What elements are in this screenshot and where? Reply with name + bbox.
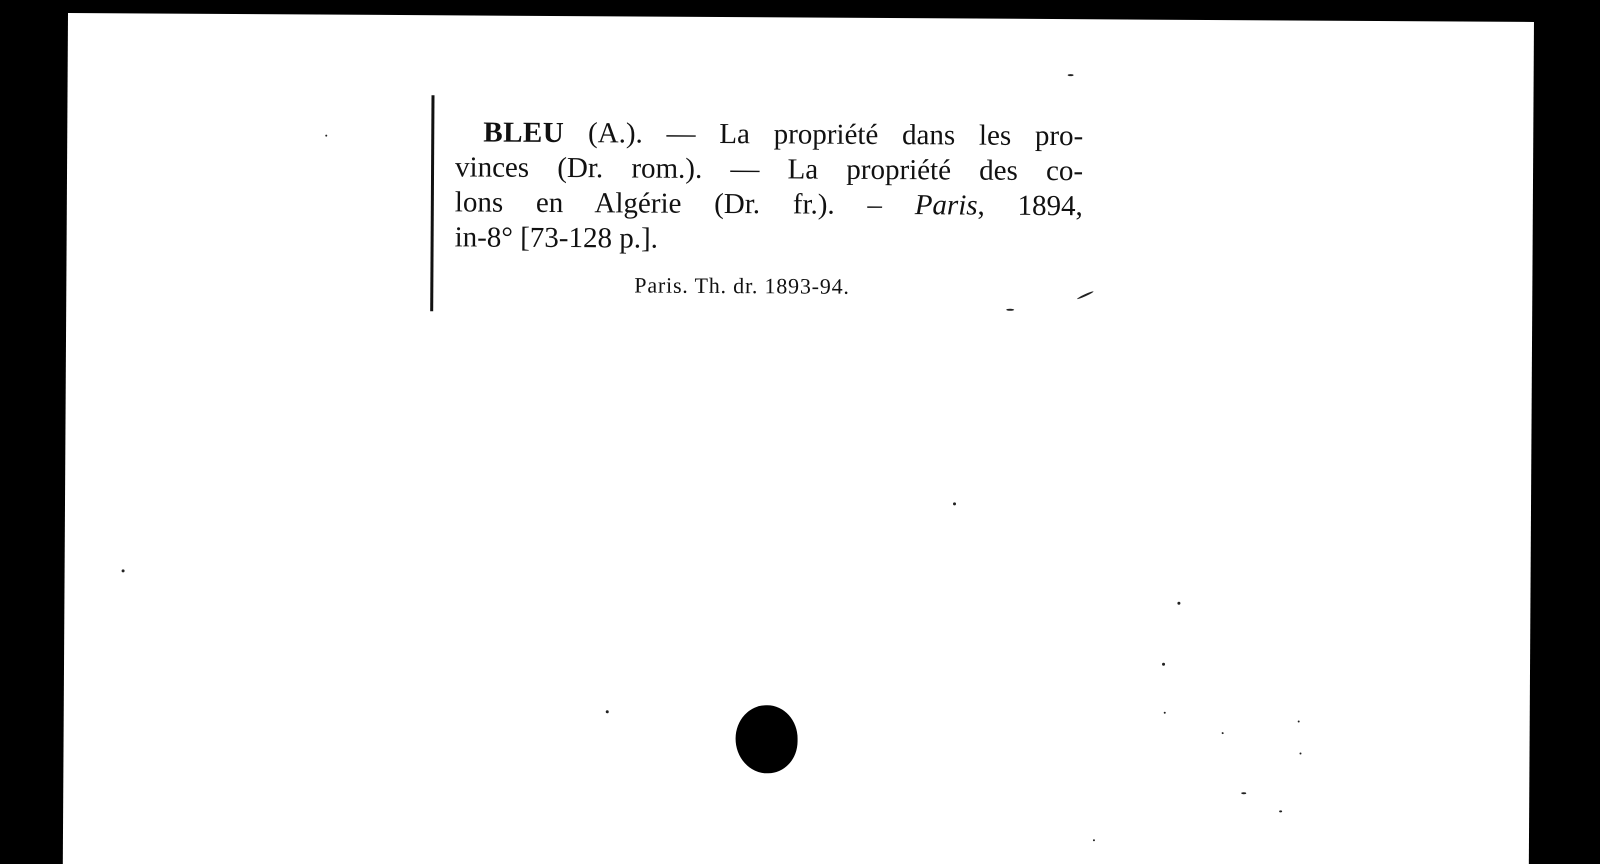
bibliographic-entry — [455, 115, 1084, 259]
entry-author: BLEU — [483, 116, 565, 150]
dust-speck — [953, 502, 956, 505]
entry-line-3-text: lons en Algérie (Dr. fr.). – — [454, 186, 915, 222]
entry-line-4: in-8° [73-128 p.]. — [454, 221, 659, 255]
dust-speck — [1299, 753, 1301, 755]
dust-speck — [1298, 721, 1300, 723]
punch-hole — [735, 705, 797, 773]
catalog-card — [63, 13, 1534, 864]
entry-place: Paris — [914, 189, 978, 222]
dust-speck — [1162, 663, 1165, 666]
entry-line-3-year: , 1894, — [977, 189, 1083, 223]
dust-speck — [1222, 732, 1224, 734]
dust-speck — [1006, 309, 1014, 311]
dust-speck — [122, 569, 125, 572]
entry-line-2: vinces (Dr. rom.). — La propriété des co- — [454, 151, 1084, 188]
dust-speck — [1164, 712, 1166, 714]
dust-speck — [606, 710, 609, 713]
entry-line-1-text: (A.). — La propriété dans les pro- — [564, 117, 1084, 153]
dust-speck — [325, 135, 327, 137]
dust-speck — [1077, 291, 1094, 300]
dust-speck — [1279, 810, 1282, 812]
dust-speck — [1177, 602, 1180, 605]
dust-speck — [1093, 839, 1095, 841]
dust-speck — [1241, 792, 1246, 794]
dust-speck — [1068, 74, 1074, 76]
margin-rule — [430, 95, 434, 311]
entry-line-1 — [455, 115, 1083, 154]
thesis-note: Paris. Th. dr. 1893-94. — [634, 272, 850, 299]
entry-line-3 — [455, 185, 1083, 224]
